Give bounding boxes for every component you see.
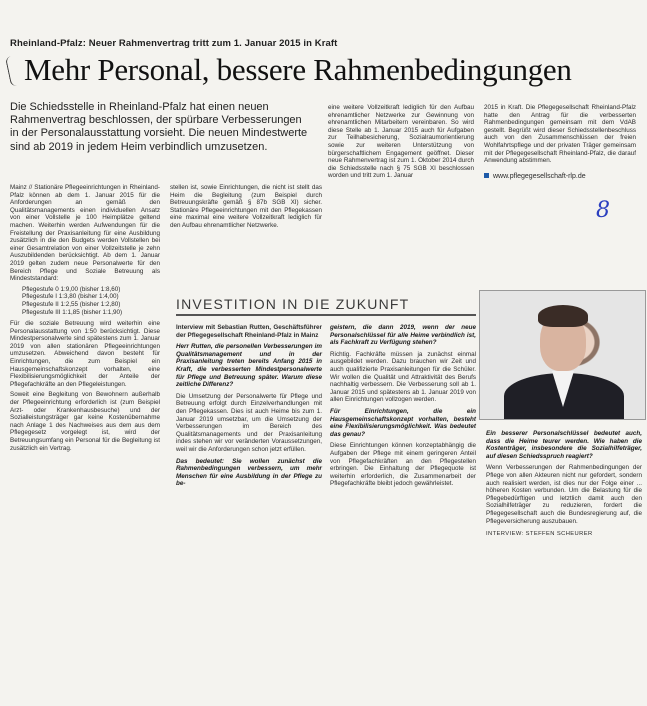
answer: Richtig. Fachkräfte müssen ja zunächst einmal ausgebildet werden. Dazu brauchen wir Zeit und auch qualifizierte Praxisanleitungen für die Schüler. Wir wollen die Qualität und Attraktivität des Berufs nachhaltig verbessern. Die Verbesserung soll ab 1. Januar 2015 und spätestens ab 1. Januar 2019 von allen Einrichtungen vollzogen werden. — [330, 350, 476, 404]
answer: Die Umsetzung der Personalwerte für Pflege und Betreuung erfolgt durch Einzelverhandlungen mit den Pflegekassen. Dies ist auch Heime bis zum 1. Januar 2019 umsetzbar, um die Umsetzung der Verbesserungen im Bereich des Qualitätsmanagements und der Praxisanleitung indes stehen wir vor veränderten Voraussetzungen, weil wir die Anforderungen schon jetzt erfüllen. — [176, 392, 322, 453]
article-column-3 — [328, 104, 474, 183]
article-paragraph: Für die soziale Betreuung wird weiterhin eine Personalausstattung von 1:50 berücksichtigt. Diese Mindestpersonalwerte sind spätestens zum 1. Januar 2019 von allen stationären Pflegeeinrichtungen umzusetzen. Abweichend davon besteht für Einrichtungen, die zum Beispiel ein Hausgemeinschaftskonzept vorhalten, eine Flexibilisierungsmöglichkeit der Anteile der Pflegefachkräfte an den Pflegeleistungen. — [10, 320, 160, 388]
article-paragraph: Mainz // Stationäre Pflegeeinrichtungen in Rheinland-Pfalz können ab dem 1. Januar 2015 für die Anforderungen an gemäß den Qualitätsmanagements einen individuellen Ansatz von einer Vollstelle je 100 Heimplätze geltend machen. Weiterhin werden Aufwendungen für die Freistellung der Praxisanleitung für eine Ausbildung zusätzlich in die den Budgets werden Vollstellen bei einer Gesamtrelation von einer Vollzeitstelle je zehn Auszubildenden berücksichtigt. Ab dem 1. Januar 2019 gelten zudem neue Personalwerte für den Bereich Pflege und Soziale Betreuung als Mindeststandard: — [10, 184, 160, 283]
interview-intro: Interview mit Sebastian Rutten, Geschäftsführer der Pflegegesellschaft Rheinland-Pfalz in Mainz — [176, 324, 322, 339]
question: Ein besserer Personalschlüssel bedeutet auch, dass die Heime teurer werden. Wie haben die Kostenträger, insbesondere die Sozialhilfeträger, auf diesen Schiedsspruch reagiert? — [486, 430, 642, 460]
photo-hair — [538, 305, 588, 327]
kicker: Rheinland-Pfalz: Neuer Rahmenvertrag tritt zum 1. Januar 2015 in Kraft — [10, 38, 338, 49]
website-text: www.pflegegesellschaft-rlp.de — [493, 172, 586, 180]
article-paragraph: stellen ist, sowie Einrichtungen, die nicht ist stellt das Heim die Begleitung (zum Beispiel durch Betreuungskräfte gemäß § 87b SGB XI) sicher. Stationäre Pflegeeinrichtungen mit den Pflegekassen eine maximal eine weitere Vollzeitkraft lediglich für den Aufbau ehrenamtlicher Netzwerke. — [170, 184, 322, 229]
portrait-photo — [479, 290, 646, 420]
personnel-ratio-list — [22, 286, 160, 316]
article-paragraph: Soweit eine Begleitung von Bewohnern außerhalb der Pflegeeinrichtung erforderlich ist (zum Beispiel Arzt- oder Krankenhausbesuche) und der Sozialleistungsträger gar keine Kostenübernahme nach Anlage 1 des Nachweises aus dem aus dem Pflegegesetz vorgelegt ist, wird der Betreuungsumfang ein Personal für die Begleitung ist zusätzlich ein Vertrag. — [10, 391, 160, 452]
article-paragraph: eine weitere Vollzeitkraft lediglich für den Aufbau ehrenamtlicher Netzwerke zur Gewinnung von ehrenamtlichen Mitarbeitern vereinbaren. So wird diese Stelle ab 1. Januar 2015 auch für Aufgaben zur Teilhabesicherung, Sozialraumorientierung sowie zur weiteren Unterstützung von bürgerschaftlichem Engagement geöffnet. Dieser neue Rahmenvertrag ist zum 1. Oktober 2014 durch die Schiedsstelle nach § 75 SGB XI beschlossen worden und tritt zum 1. Januar — [328, 104, 474, 180]
interview-column-1 — [176, 324, 322, 492]
question: Herr Rutten, die personellen Verbesserungen im Qualitätsmanagement und in der Praxisanleitung treten bereits Anfang 2015 in Kraft, die verbesserten Mindestpersonalwerte für Pflege und Betreuung später. Warum diese zeitliche Differenz? — [176, 343, 322, 389]
article-column-2 — [170, 184, 322, 233]
answer: Diese Einrichtungen können konzeptabhängig die Aufgaben der Pflege mit einem geringeren Anteil von Pflegefachkräften an den Pflegestellen erbringen. Die Einhaltung der Pflegequote ist weiterhin erforderlich, die Zusammenarbeit der Pflegefachkräfte bleibt jedoch gewährleistet. — [330, 442, 476, 488]
interview-column-2 — [330, 324, 476, 492]
question: Für Einrichtungen, die ein Hausgemeinschaftskonzept vorhalten, besteht eine Flexibilisierungsmöglichkeit. Was bedeutet das genau? — [330, 407, 476, 438]
lead-paragraph: Die Schiedsstelle in Rheinland-Pfalz hat einen neuen Rahmenvertrag beschlossen, der spürbare Verbesserungen in der Personalausstattung vorsieht. Die neuen Mindestwerte sind ab 2019 in jedem Heim verbindlich umzusetzen. — [10, 101, 308, 153]
interview-box — [168, 290, 644, 700]
bullet-icon — [484, 173, 489, 178]
question: geistern, die dann 2019, wenn der neue Personalschlüssel für alle Heime verbindlich ist, als Fachkraft zu Verfügung stehen? — [330, 324, 476, 347]
handwritten-mark — [5, 55, 22, 87]
article-column-4 — [484, 104, 636, 180]
list-item: Pflegestufe II 1:2,55 (bisher 1:2,80) — [22, 300, 121, 308]
question: Das bedeutet: Sie wollen zunächst die Rahmenbedingungen verbessern, um mehr Menschen für eine Ausbildung in der Pflege zu be- — [176, 457, 322, 488]
handwritten-page-number: 8 — [596, 198, 610, 223]
list-item: Pflegestufe III 1:1,85 (bisher 1:1,90) — [22, 308, 123, 316]
website-link[interactable] — [484, 173, 636, 181]
title-rule — [176, 314, 476, 316]
interview-title: INVESTITION IN DIE ZUKUNFT — [176, 296, 410, 312]
answer: Wenn Verbesserungen der Rahmenbedingungen der Pflege von allen Akteuren nicht nur gefordert, sondern auch realisiert werden, ist dies nur der Folge einer ... höheren Kosten verbunden. Um die Belastung für die Pflegebedürftigen und letztlich damit auch den Sozialhilfeträger zu reduzieren, fordert die Pflegegesellschaft auch die Bundesregierung auf, die Pflegeversicherung auszubauen. — [486, 464, 642, 525]
article-column-1 — [10, 184, 160, 455]
article-paragraph: 2015 in Kraft. Die Pflegegesellschaft Rheinland-Pfalz hatte den Antrag für die verbesserten Rahmenbedingungen gemeinsam mit dem VdAB gestellt. Begrüßt wird dieser Schiedsstellenbeschluss auch von den Zusammenschlüssen der freien Wohlfahrtspflege und der privaten Träger gemeinsam mit der Pflegegesellschaft Rheinland-Pfalz, die darauf Anwendung abstimmen. — [484, 104, 636, 165]
list-item: Pflegestufe I 1:3,80 (bisher 1:4,00) — [22, 293, 119, 301]
interview-author: INTERVIEW: STEFFEN SCHEURER — [486, 531, 593, 538]
list-item: Pflegestufe 0 1:9,00 (bisher 1:8,60) — [22, 285, 121, 293]
headline: Mehr Personal, bessere Rahmenbedingungen — [24, 52, 572, 87]
interview-column-3 — [486, 430, 642, 539]
